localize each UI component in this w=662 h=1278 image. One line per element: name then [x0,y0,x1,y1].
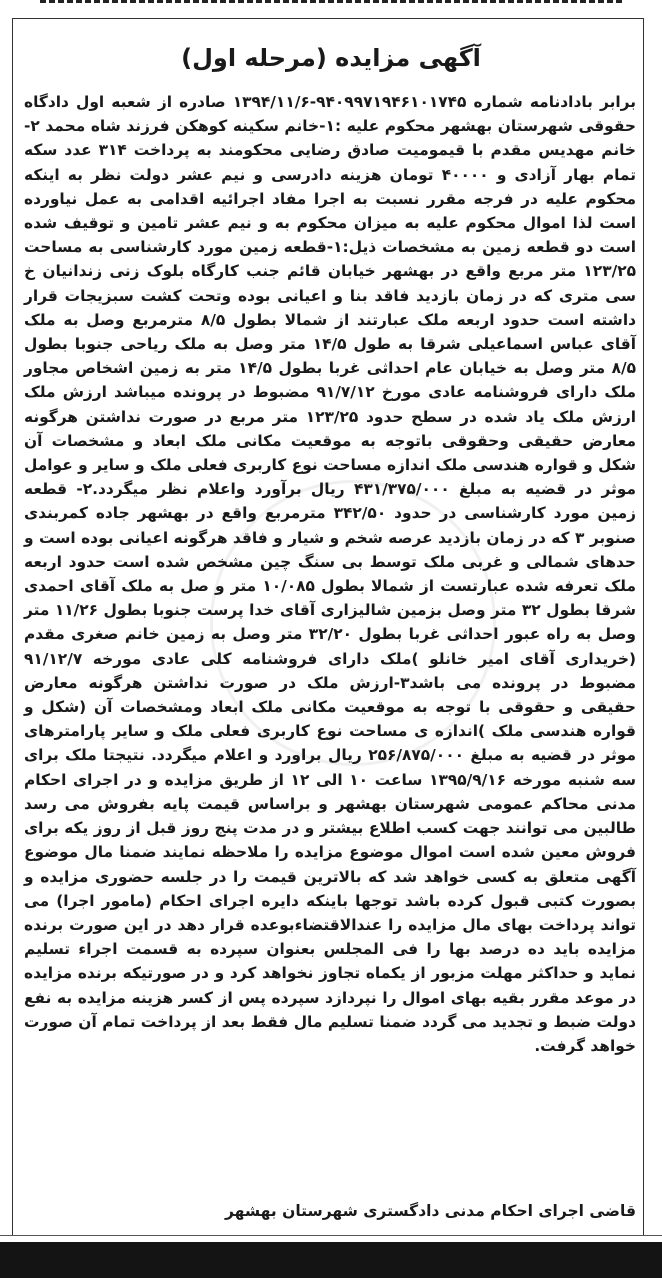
top-border-decoration [40,0,622,11]
bottom-divider [0,1235,662,1242]
notice-body: برابر بادادنامه شماره ۹۴۰۹۹۷۱۹۴۶۱۰۱۷۴۵-۱۳۹۴/۱۱/۶ صادره از شعبه اول دادگاه حقوقی شهرستان بهشهر محکوم علیه :۱-خانم سکینه کوهکن فرزند شاه محمد ۲- خانم مهدیس مقدم با قیمومیت صادق رضایی محکومند به پرداخت ۳۱۴ عدد سکه تمام بهار آزادی و ۴۰۰۰۰ تومان هزینه دادرسی و نیم عشر دولت نظر به اینکه محکوم علیه در فرجه مقرر نسبت به اجرا مفاد اجرائیه اقدامی به عمل نیاورده است لذا اموال محکوم علیه به میزان محکوم به و نیم عشر تامین و توقیف شده است دو قطعه زمین به مشخصات ذیل:۱-قطعه زمین مورد کارشناسی به مساحت ۱۲۳/۲۵ متر مربع واقع در بهشهر خیابان قائم جنب کارگاه بلوک زنی زندانیان خ سی متری که در زمان بازدید فاقد بنا و اعیانی بوده وتحت کشت سبزیجات قرار داشته است حدود اربعه ملک عبارتند از شمالا بطول ۸/۵ مترمربع وصل به ملک آقای عباس اسماعیلی شرقا به طول ۱۴/۵ متر وصل به ملک ریاحی جنوبا بطول ۸/۵ متر وصل به خیابان عام احداثی غربا بطول ۱۴/۵ متر به زمین اشخاص مجاور ملک دارای فروشنامه عادی مورخ ۹۱/۷/۱۲ مضبوط در پرونده میباشد ارزش ملک ارزش ملک یاد شده در سطح حدود ۱۲۳/۲۵ متر مربع در صورت نداشتن هرگونه معارض حقیقی وحقوقی باتوجه به موقعیت مکانی ملک ابعاد و مشخصات آن شکل و قواره هندسی ملک اندازه مساحت نوع کاربری فعلی ملک و سایر و عوامل موثر در قضیه به مبلغ ۴۳۱/۳۷۵/۰۰۰ ریال برآورد واعلام نظر میگردد.۲- قطعه زمین مورد کارشناسی در حدود ۳۴۲/۵۰ مترمربع واقع در بهشهر جاده کمربندی صنوبر ۳ که در زمان بازدید عرصه شخم و شیار و فاقد هرگونه اعیانی بوده است و حدهای شمالی و غربی ملک توسط بی سنگ چین مشخص شده است حدود اربعه ملک تعرفه شده عبارتست از شمالا بطول ۱۰/۰۸۵ متر و صل به ملک آقای احمدی شرقا بطول ۳۲ متر وصل بزمین شالیزاری آقای خدا پرست جنوبا بطول ۱۱/۲۶ متر وصل به راه عبور احداثی غربا بطول ۳۲/۲۰ متر وصل به زمین خانم صغری مقدم (خریداری آقای امیر خانلو )ملک دارای فروشنامه کلی عادی مورخه ۹۱/۱۲/۷ مضبوط در پرونده می باشد۳-ارزش ملک در صورت نداشتن هرگونه معارض حقیقی و حقوقی با توجه به موقعیت مکانی ملک ابعاد ومشخصات آن (شکل و قواره هندسی ملک )اندازه ی مساحت نوع کاربری فعلی ملک و سایر پارامترهای موثر در قضیه به مبلغ ۲۵۶/۸۷۵/۰۰۰ ریال براورد و اعلام میگردد. نتیجتا ملک برای سه شنبه مورخه ۱۳۹۵/۹/۱۶ ساعت ۱۰ الی ۱۲ از طریق مزایده و در اجرای احکام مدنی محاکم عمومی شهرستان بهشهر و براساس قیمت پایه بفروش می رسد طالبین می توانند جهت کسب اطلاع بیشتر و در مدت پنج روز قبل از روز یکه برای فروش معین شده است اموال موضوع مزایده را ملاحظه نمایند ضمنا مال موضوع آگهی متعلق به کسی خواهد شد که بالاترین قیمت را در جلسه حضوری مزایده و بصورت کتبی قبول کرده باشد توجها باینکه دایره اجرای احکام (مامور اجرا) می تواند پرداخت بهای مال مزایده را عندالاقتضاءبوعده قرار دهد در این صورت برنده مزایده باید ده درصد بها را فی المجلس بعنوان سپرده به قسمت اجراء تسلیم نماید و حداکثر مهلت مزبور از یکماه تجاوز نخواهد کرد و در صورتیکه برنده مزایده در موعد مقرر بقیه بهای اموال را نپردازد سپرده پس از کسر هزینه مزایده به نفع دولت ضبط و تجدید می گردد ضمنا تسلیم مال فقط بعد از پرداخت تمام آن صورت خواهد گرفت. [24,93,637,1055]
notice-title: آگهی مزایده (مرحله اول) [181,44,481,72]
notice-signature: قاضی اجرای احکام مدنی دادگستری شهرستان بهشهر [225,1202,636,1220]
bottom-bar [0,1242,662,1278]
